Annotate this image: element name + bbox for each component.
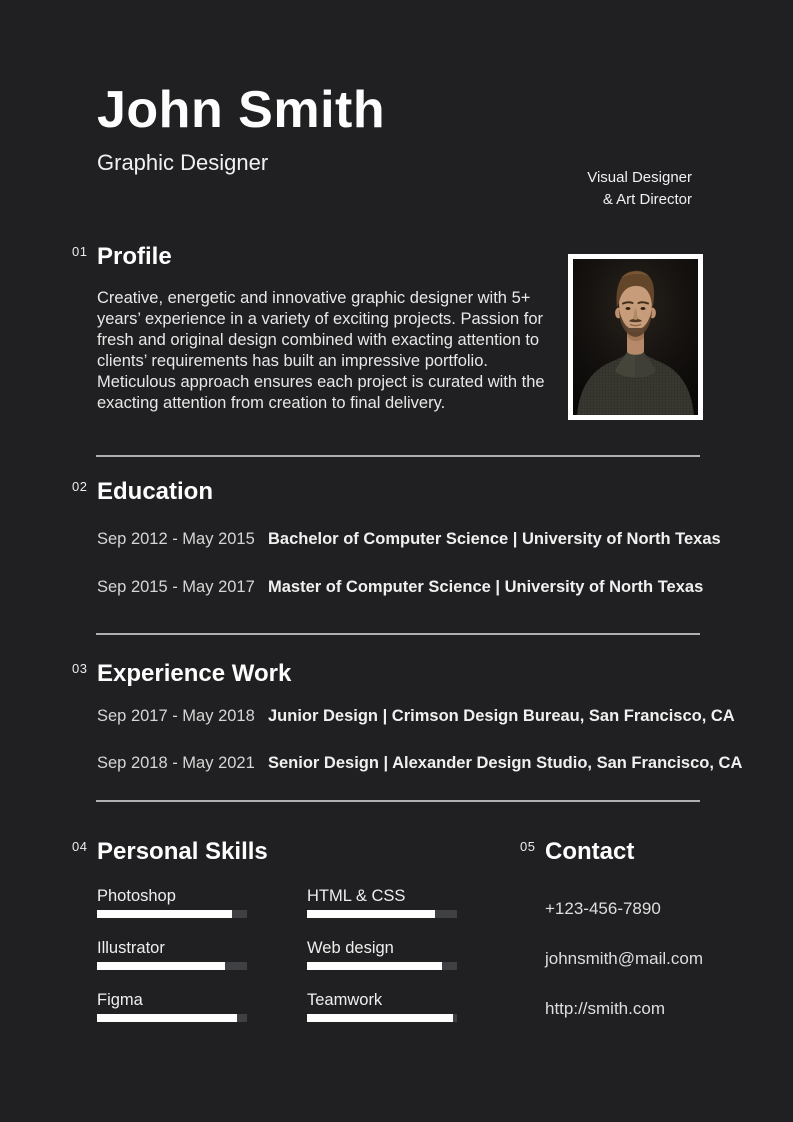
portrait-photo-frame: [568, 254, 703, 420]
skills-grid: [97, 888, 457, 1022]
skill-bar-fill: [307, 910, 435, 918]
profile-title-label: Profile: [97, 243, 172, 270]
contact-email: johnsmith@mail.com: [545, 949, 704, 968]
portrait-photo: [573, 259, 698, 415]
skills-title-label: Personal Skills: [97, 838, 268, 865]
section-skills: [72, 838, 457, 1022]
skill-label: HTML & CSS: [307, 887, 406, 905]
contact-title: [520, 838, 703, 866]
skill-label: Photoshop: [97, 887, 176, 905]
experience-row: [97, 754, 793, 773]
skills-section-number: 04: [72, 839, 88, 854]
experience-row: [97, 707, 793, 726]
skill-bar-fill: [97, 910, 232, 918]
skill-bar-fill: [97, 1014, 237, 1022]
section-contact: [520, 838, 704, 1022]
skill-item: [307, 888, 457, 918]
skill-label: Figma: [97, 991, 143, 1009]
skill-item: [307, 940, 457, 970]
contact-title-label: Contact: [545, 838, 635, 865]
education-title: [72, 478, 793, 506]
skill-bar-fill: [307, 962, 442, 970]
education-description: Bachelor of Computer Science | University of North Texas: [268, 530, 721, 548]
person-name: John Smith: [97, 81, 386, 139]
bottom-area: [72, 838, 793, 1022]
person-role: Graphic Designer: [97, 150, 269, 175]
skill-bar-track: [307, 962, 457, 970]
divider-profile-education: [96, 455, 700, 457]
contact-phone: +123-456-7890: [545, 899, 661, 918]
experience-dates: Sep 2017 - May 2018: [97, 707, 255, 725]
divider-education-experience: [96, 633, 700, 635]
skill-item: [97, 888, 247, 918]
skill-item: [97, 940, 247, 970]
skills-title: [72, 838, 457, 866]
skill-bar-track: [97, 910, 247, 918]
contact-website: http://smith.com: [545, 999, 665, 1018]
experience-title: [72, 660, 793, 688]
skill-bar-fill: [97, 962, 225, 970]
skill-bar-track: [97, 1014, 247, 1022]
experience-title-label: Experience Work: [97, 660, 292, 687]
profile-section-number: 01: [72, 244, 88, 259]
profile-text: Creative, energetic and innovative graphic designer with 5+ years’ experience in a variety of exciting projects. Passion for fresh and original design combined with exacting attention to clients’ requirements has built an impressive portfolio. Meticulous approach ensures each project is curated with the exacting attention from creation to final delivery.: [97, 289, 545, 412]
education-row: [97, 530, 793, 549]
skill-label: Teamwork: [307, 991, 383, 1009]
education-description: Master of Computer Science | University of North Texas: [268, 578, 704, 596]
skill-item: [307, 992, 457, 1022]
tagline: [587, 167, 692, 211]
education-dates: Sep 2015 - May 2017: [97, 578, 255, 596]
section-education: [72, 478, 793, 597]
skill-item: [97, 992, 247, 1022]
contact-section-number: 05: [520, 839, 536, 854]
experience-dates: Sep 2018 - May 2021: [97, 754, 255, 772]
tagline-line-1: Visual Designer: [587, 169, 692, 186]
tagline-line-2: & Art Director: [602, 191, 692, 208]
experience-section-number: 03: [72, 661, 88, 676]
education-dates: Sep 2012 - May 2015: [97, 530, 255, 548]
skill-label: Web design: [307, 939, 394, 957]
skill-bar-track: [307, 910, 457, 918]
education-title-label: Education: [97, 478, 214, 505]
divider-experience-skills: [96, 800, 700, 802]
education-row: [97, 578, 793, 597]
skill-bar-fill: [307, 1014, 453, 1022]
section-experience: [72, 660, 793, 773]
skill-label: Illustrator: [97, 939, 165, 957]
header: [0, 0, 793, 176]
education-section-number: 02: [72, 479, 88, 494]
skill-bar-track: [307, 1014, 457, 1022]
skill-bar-track: [97, 962, 247, 970]
experience-description: Junior Design | Crimson Design Bureau, San Francisco, CA: [268, 707, 735, 725]
experience-description: Senior Design | Alexander Design Studio, San Francisco, CA: [268, 754, 743, 772]
